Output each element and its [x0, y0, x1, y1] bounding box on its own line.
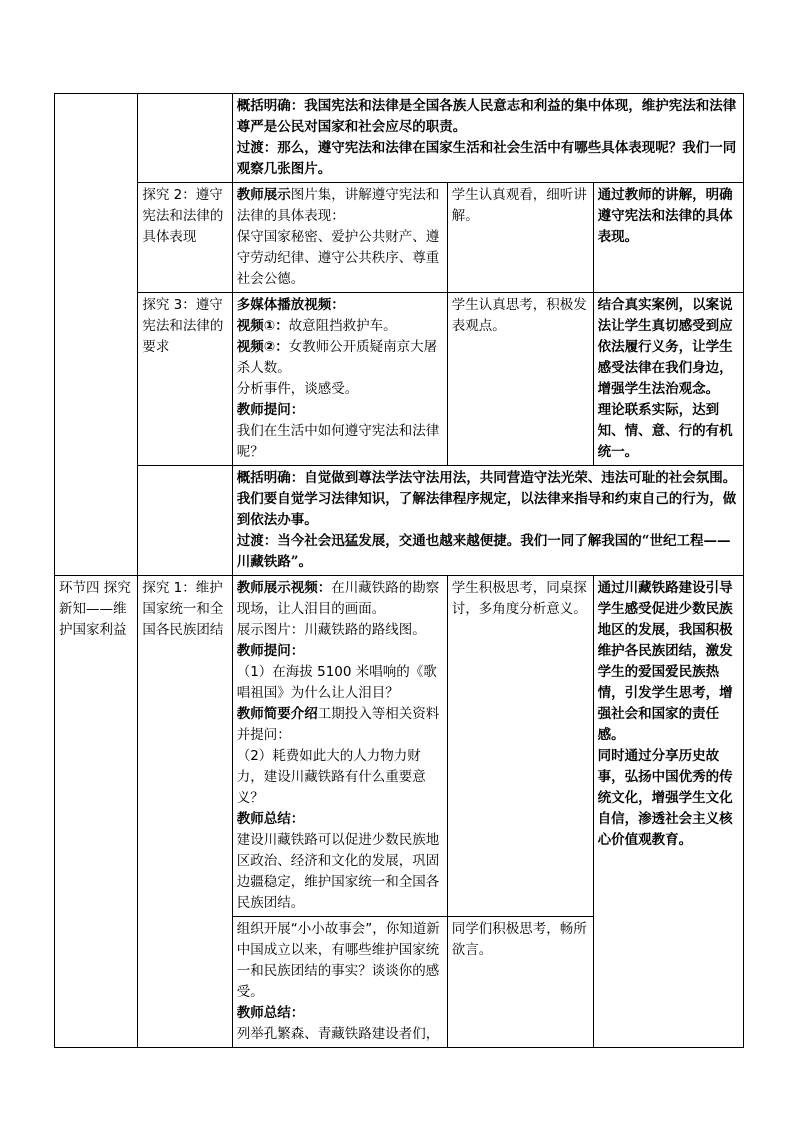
show-image-text: 展示图片：川藏铁路的路线图。 — [236, 622, 426, 638]
explore-cell-empty — [138, 94, 232, 183]
question-title: 教师提问： — [236, 402, 305, 418]
video1-text: 故意阻挡救护车。 — [288, 318, 397, 334]
table-row — [55, 466, 744, 576]
explore1-intent-cell — [593, 576, 743, 1048]
explore1-teacher-cell — [232, 576, 447, 917]
explore3-intent-cell — [593, 293, 743, 466]
explore2-student: 学生认真观看，细听讲解。 — [447, 183, 593, 293]
table-row — [55, 293, 744, 466]
question-title: 教师提问： — [236, 643, 305, 659]
story-text: 组织开展“小小故事会”，你知道新中国成立以来，有哪些维护国家统一和民族团结的事实？谈谈你的感受。 — [236, 921, 440, 1000]
summary-cell — [232, 466, 743, 576]
summary-cell — [232, 94, 743, 183]
story-summary-text: 列举孔繁森、青藏铁路建设者们， — [236, 1026, 440, 1042]
video1-label: 视频①： — [236, 318, 289, 334]
brief-text: 工期投入等相关资料并提问： — [236, 706, 440, 743]
table-row — [55, 183, 744, 293]
explore3-title: 探究 3：遵守宪法和法律的要求 — [138, 293, 232, 466]
transition-text: 过渡：那么，遵守宪法和法律在国家生活和社会生活中有哪些具体表现呢？我们一同观察几张图片。 — [236, 140, 737, 177]
summary-title: 教师总结： — [236, 811, 305, 827]
explore1-intent1: 通过川藏铁路建设引导学生感受促进少数民族地区的发展，我国积极维护各民族团结，激发学生的爱国爱民族热情，引发学生思考，增强社会和国家的责任感。 — [597, 580, 733, 743]
story-student: 同学们积极思考，畅所欲言。 — [447, 917, 593, 1048]
transition-text: 过渡：当今社会迅猛发展，交通也越来越便捷。我们一同了解我国的“世纪工程——川藏铁路”。 — [236, 533, 731, 570]
media-title: 多媒体播放视频： — [236, 297, 345, 313]
analysis-text: 分析事件，谈感受。 — [236, 381, 359, 397]
section-cell-empty — [55, 94, 138, 576]
brief-label: 教师简要介绍 — [236, 706, 318, 722]
explore1-title: 探究 1：维护国家统一和全国各民族团结 — [138, 576, 232, 1048]
teacher-show-text: 图片集，讲解遵守宪法和法律的具体表现： — [236, 187, 440, 224]
video2-label: 视频②： — [236, 339, 289, 355]
explore3-student: 学生认真思考，积极发表观点。 — [447, 293, 593, 466]
story-summary-title: 教师总结： — [236, 1005, 305, 1021]
show-video-label: 教师展示视频： — [236, 580, 332, 596]
explore3-intent2: 理论联系实际，达到知、情、意、行的有机统一。 — [597, 402, 733, 460]
summary-text: 建设川藏铁路可以促进少数民族地区政治、经济和文化的发展，巩固边疆稳定，维护国家统一和全国各民族团结。 — [236, 832, 440, 911]
explore3-teacher-cell — [232, 293, 447, 466]
show-video-text: 在川藏铁路的勘察现场，让人泪目的画面。 — [236, 580, 440, 617]
explore2-teacher-cell — [232, 183, 447, 293]
explore2-title: 探究 2：遵守宪法和法律的具体表现 — [138, 183, 232, 293]
question-text: 我们在生活中如何遵守宪法和法律呢？ — [236, 423, 440, 460]
teacher-show-label: 教师展示 — [236, 187, 291, 203]
explore2-intent: 通过教师的讲解，明确遵守宪法和法律的具体表现。 — [593, 183, 743, 293]
summary-text: 概括明确：自觉做到尊法学法守法用法，共同营造守法光荣、违法可耻的社会氛围。我们要自觉学习法律知识，了解法律程序规定，以法律来指导和约束自己的行为，做到依法办事。 — [236, 470, 737, 528]
question-2: （2）耗费如此大的人力物力财力，建设川藏铁路有什么重要意义？ — [236, 748, 426, 806]
explore3-intent1: 结合真实案例，以案说法让学生真切感受到应依法履行义务，让学生感受法律在我们身边，增强学生法治观念。 — [597, 297, 733, 397]
story-teacher-cell — [232, 917, 447, 1048]
section4-title: 环节四 探究新知——维护国家利益 — [55, 576, 138, 1048]
teacher-list: 保守国家秘密、爱护公共财产、遵守劳动纪律、遵守公共秩序、尊重社会公德。 — [236, 229, 440, 287]
video2-text: 女教师公开质疑南京大屠杀人数。 — [236, 339, 438, 376]
explore1-intent2: 同时通过分享历史故事，弘扬中国优秀的传统文化，增强学生文化自信，渗透社会主义核心价值观教育。 — [597, 748, 733, 848]
table-row — [55, 576, 744, 917]
table-row — [55, 94, 744, 183]
question-1: （1）在海拔 5100 米唱响的《歌唱祖国》为什么让人泪目？ — [236, 664, 437, 701]
lesson-plan-table — [54, 93, 744, 1048]
explore1-student: 学生积极思考，同桌探讨，多角度分析意义。 — [447, 576, 593, 917]
summary-text: 概括明确：我国宪法和法律是全国各族人民意志和利益的集中体现，维护宪法和法律尊严是公民对国家和社会应尽的职责。 — [236, 98, 737, 135]
explore-cell-empty — [138, 466, 232, 576]
